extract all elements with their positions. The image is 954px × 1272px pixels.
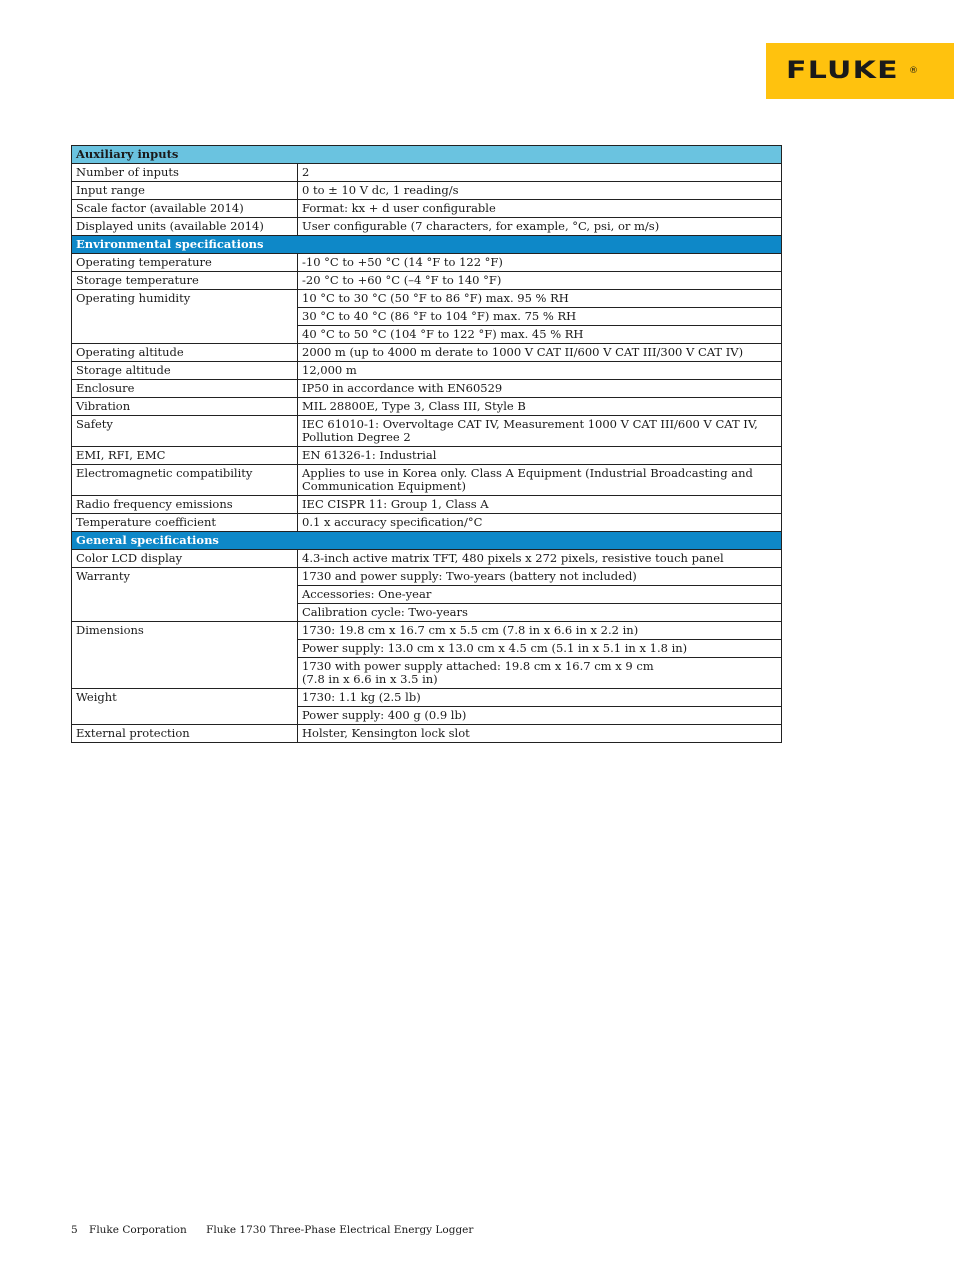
spec-value: Format: kx + d user configurable: [298, 200, 782, 218]
spec-label: Scale factor (available 2014): [72, 200, 298, 218]
spec-value: 0.1 x accuracy specification/°C: [298, 514, 782, 532]
table-row: [72, 447, 782, 465]
spec-value: Holster, Kensington lock slot: [298, 725, 782, 743]
spec-value: 1730 with power supply attached: 19.8 cm x 16.7 cm x 9 cm (7.8 in x 6.6 in x 3.5 in): [298, 658, 782, 689]
spec-label: Number of inputs: [72, 164, 298, 182]
spec-label: Operating humidity: [72, 290, 298, 344]
section-title: General specifications: [72, 532, 782, 550]
table-row: [72, 416, 782, 447]
spec-value: 2000 m (up to 4000 m derate to 1000 V CAT II/600 V CAT III/300 V CAT IV): [298, 344, 782, 362]
specifications-table: [71, 145, 782, 743]
table-row: [72, 689, 782, 707]
spec-value: Accessories: One-year: [298, 586, 782, 604]
table-row: [72, 272, 782, 290]
spec-value: 30 °C to 40 °C (86 °F to 104 °F) max. 75 % RH: [298, 308, 782, 326]
spec-value: 12,000 m: [298, 362, 782, 380]
spec-value: IEC 61010-1: Overvoltage CAT IV, Measurement 1000 V CAT III/600 V CAT IV, Pollution Degree 2: [298, 416, 782, 447]
table-row: [72, 465, 782, 496]
spec-label: Input range: [72, 182, 298, 200]
table-row: [72, 182, 782, 200]
table-row: [72, 254, 782, 272]
table-row: [72, 514, 782, 532]
spec-label: Operating temperature: [72, 254, 298, 272]
spec-label: Dimensions: [72, 622, 298, 689]
table-row: [72, 218, 782, 236]
spec-value: 1730: 19.8 cm x 16.7 cm x 5.5 cm (7.8 in x 6.6 in x 2.2 in): [298, 622, 782, 640]
spec-label: Vibration: [72, 398, 298, 416]
table-row: [72, 290, 782, 308]
registered-mark: ®: [909, 66, 918, 76]
spec-label: Color LCD display: [72, 550, 298, 568]
spec-value: 10 °C to 30 °C (50 °F to 86 °F) max. 95 % RH: [298, 290, 782, 308]
document-title: Fluke 1730 Three-Phase Electrical Energy Logger: [206, 1224, 474, 1236]
table-row: [72, 398, 782, 416]
table-row: [72, 380, 782, 398]
spec-value: 4.3-inch active matrix TFT, 480 pixels x 272 pixels, resistive touch panel: [298, 550, 782, 568]
spec-label: Storage altitude: [72, 362, 298, 380]
spec-value: User configurable (7 characters, for example, °C, psi, or m/s): [298, 218, 782, 236]
table-row: [72, 200, 782, 218]
spec-label: Storage temperature: [72, 272, 298, 290]
spec-value: -20 °C to +60 °C (–4 °F to 140 °F): [298, 272, 782, 290]
logo-wordmark: FLUKE: [786, 56, 899, 84]
spec-label: Temperature coefficient: [72, 514, 298, 532]
table-row: [72, 550, 782, 568]
page-footer: [71, 1224, 473, 1236]
spec-label: External protection: [72, 725, 298, 743]
spec-label: Enclosure: [72, 380, 298, 398]
spec-value: EN 61326-1: Industrial: [298, 447, 782, 465]
spec-value: IP50 in accordance with EN60529: [298, 380, 782, 398]
spec-value: IEC CISPR 11: Group 1, Class A: [298, 496, 782, 514]
spec-label: Safety: [72, 416, 298, 447]
table-row: [72, 496, 782, 514]
table-row: [72, 725, 782, 743]
spec-label: Radio frequency emissions: [72, 496, 298, 514]
spec-value: 1730: 1.1 kg (2.5 lb): [298, 689, 782, 707]
spec-label: Weight: [72, 689, 298, 725]
spec-value: 1730 and power supply: Two-years (battery not included): [298, 568, 782, 586]
spec-value: 2: [298, 164, 782, 182]
spec-value: Power supply: 400 g (0.9 lb): [298, 707, 782, 725]
spec-label: Operating altitude: [72, 344, 298, 362]
spec-value: 0 to ± 10 V dc, 1 reading/s: [298, 182, 782, 200]
section-title: Environmental specifications: [72, 236, 782, 254]
spec-label: EMI, RFI, EMC: [72, 447, 298, 465]
spec-label: Displayed units (available 2014): [72, 218, 298, 236]
spec-value: -10 °C to +50 °C (14 °F to 122 °F): [298, 254, 782, 272]
table-row: [72, 622, 782, 640]
spec-value: Power supply: 13.0 cm x 13.0 cm x 4.5 cm (5.1 in x 5.1 in x 1.8 in): [298, 640, 782, 658]
spec-value: MIL 28800E, Type 3, Class III, Style B: [298, 398, 782, 416]
table-row: [72, 344, 782, 362]
section-title: Auxiliary inputs: [72, 146, 782, 164]
table-row: [72, 362, 782, 380]
spec-value: Applies to use in Korea only. Class A Equipment (Industrial Broadcasting and Communication Equipment): [298, 465, 782, 496]
company-name: Fluke Corporation: [89, 1224, 187, 1236]
spec-label: Warranty: [72, 568, 298, 622]
spec-value: Calibration cycle: Two-years: [298, 604, 782, 622]
fluke-logo: [766, 43, 954, 99]
page-number: 5: [71, 1224, 78, 1236]
table-row: [72, 164, 782, 182]
table-row: [72, 568, 782, 586]
section-header-row: [72, 236, 782, 254]
spec-value: 40 °C to 50 °C (104 °F to 122 °F) max. 45 % RH: [298, 326, 782, 344]
section-header-row: [72, 532, 782, 550]
spec-label: Electromagnetic compatibility: [72, 465, 298, 496]
section-header-row: [72, 146, 782, 164]
